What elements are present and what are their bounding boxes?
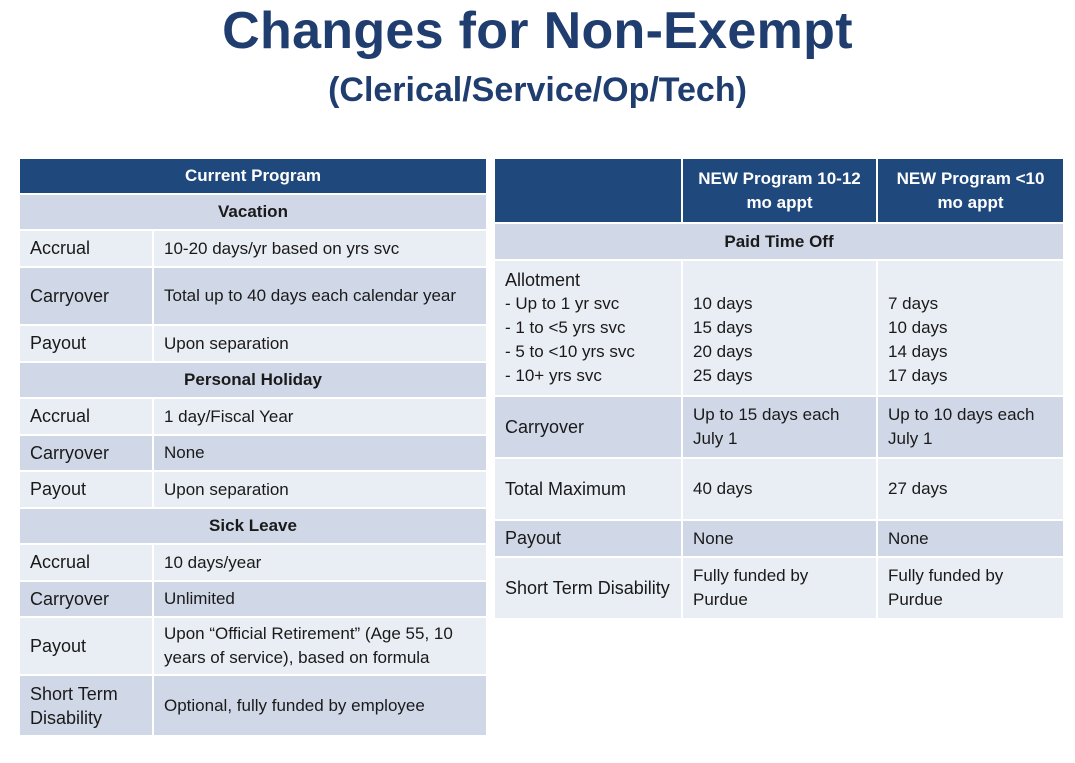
section-paid-time-off: Paid Time Off: [494, 223, 1064, 260]
row-value-col2: None: [877, 520, 1064, 557]
page-title: Changes for Non-Exempt: [222, 2, 853, 60]
table-row: [19, 435, 487, 471]
table-row: [19, 675, 487, 736]
row-value-col1: 40 days: [682, 458, 877, 520]
allotment-col2: [877, 260, 1064, 396]
page-subtitle: (Clerical/Service/Op/Tech): [328, 71, 747, 109]
new-program-table: [493, 157, 1065, 620]
row-value: 1 day/Fiscal Year: [153, 398, 487, 435]
tier-label: - 5 to <10 yrs svc: [505, 342, 635, 361]
table-row: [19, 544, 487, 581]
row-value-col1: Up to 15 days each July 1: [682, 396, 877, 458]
table-row-allotment: [494, 260, 1064, 396]
row-value-col2: Fully funded by Purdue: [877, 557, 1064, 619]
row-value-col1: Fully funded by Purdue: [682, 557, 877, 619]
table-row: [494, 396, 1064, 458]
allotment-value: 25 days: [693, 366, 753, 385]
allotment-label: Allotment: [505, 270, 581, 290]
row-label: Carryover: [19, 267, 153, 325]
row-value: Unlimited: [153, 581, 487, 617]
table-row: [19, 471, 487, 508]
table-row: [19, 617, 487, 675]
table-row: [494, 520, 1064, 557]
tier-label: - 1 to <5 yrs svc: [505, 318, 626, 337]
row-label: Short Term Disability: [494, 557, 682, 619]
row-label: Carryover: [19, 435, 153, 471]
table-row: [19, 398, 487, 435]
row-label: Carryover: [19, 581, 153, 617]
tier-label: - 10+ yrs svc: [505, 366, 602, 385]
table-row: [494, 557, 1064, 619]
allotment-value: 10 days: [888, 318, 948, 337]
row-value: Upon separation: [153, 325, 487, 362]
row-label: Payout: [19, 325, 153, 362]
row-value-col2: 27 days: [877, 458, 1064, 520]
allotment-value: 10 days: [693, 294, 753, 313]
row-label: Carryover: [494, 396, 682, 458]
row-value: Upon “Official Retirement” (Age 55, 10 years of service), based on formula: [153, 617, 487, 675]
tier-label: - Up to 1 yr svc: [505, 294, 620, 313]
allotment-value: 20 days: [693, 342, 753, 361]
row-label: Payout: [19, 471, 153, 508]
allotment-value: 14 days: [888, 342, 948, 361]
row-label: Accrual: [19, 398, 153, 435]
section-personal-holiday: Personal Holiday: [19, 362, 487, 398]
row-label: Accrual: [19, 230, 153, 267]
row-label: Payout: [494, 520, 682, 557]
row-value: 10 days/year: [153, 544, 487, 581]
row-value-col1: None: [682, 520, 877, 557]
row-label: Total Maximum: [494, 458, 682, 520]
row-value: Upon separation: [153, 471, 487, 508]
current-program-header: Current Program: [19, 158, 487, 194]
row-value-col2: Up to 10 days each July 1: [877, 396, 1064, 458]
table-row: [19, 267, 487, 325]
table-row: [19, 581, 487, 617]
allotment-value: 17 days: [888, 366, 948, 385]
row-value: Optional, fully funded by employee: [153, 675, 487, 736]
section-vacation: Vacation: [19, 194, 487, 230]
allotment-value: 15 days: [693, 318, 753, 337]
allotment-value: 7 days: [888, 294, 939, 313]
row-label: Accrual: [19, 544, 153, 581]
allotment-col1: [682, 260, 877, 396]
header-empty-cell: [494, 158, 682, 223]
row-value: None: [153, 435, 487, 471]
row-label: Payout: [19, 617, 153, 675]
current-program-table: [18, 157, 488, 737]
table-row: [19, 325, 487, 362]
row-label: Short Term Disability: [19, 675, 153, 736]
allotment-label-cell: [494, 260, 682, 396]
row-value: Total up to 40 days each calendar year: [153, 267, 487, 325]
section-sick-leave: Sick Leave: [19, 508, 487, 544]
new-program-12mo-header: NEW Program 10-12 mo appt: [682, 158, 877, 223]
table-row: [19, 230, 487, 267]
new-program-10mo-header: NEW Program <10 mo appt: [877, 158, 1064, 223]
table-row: [494, 458, 1064, 520]
row-value: 10-20 days/yr based on yrs svc: [153, 230, 487, 267]
